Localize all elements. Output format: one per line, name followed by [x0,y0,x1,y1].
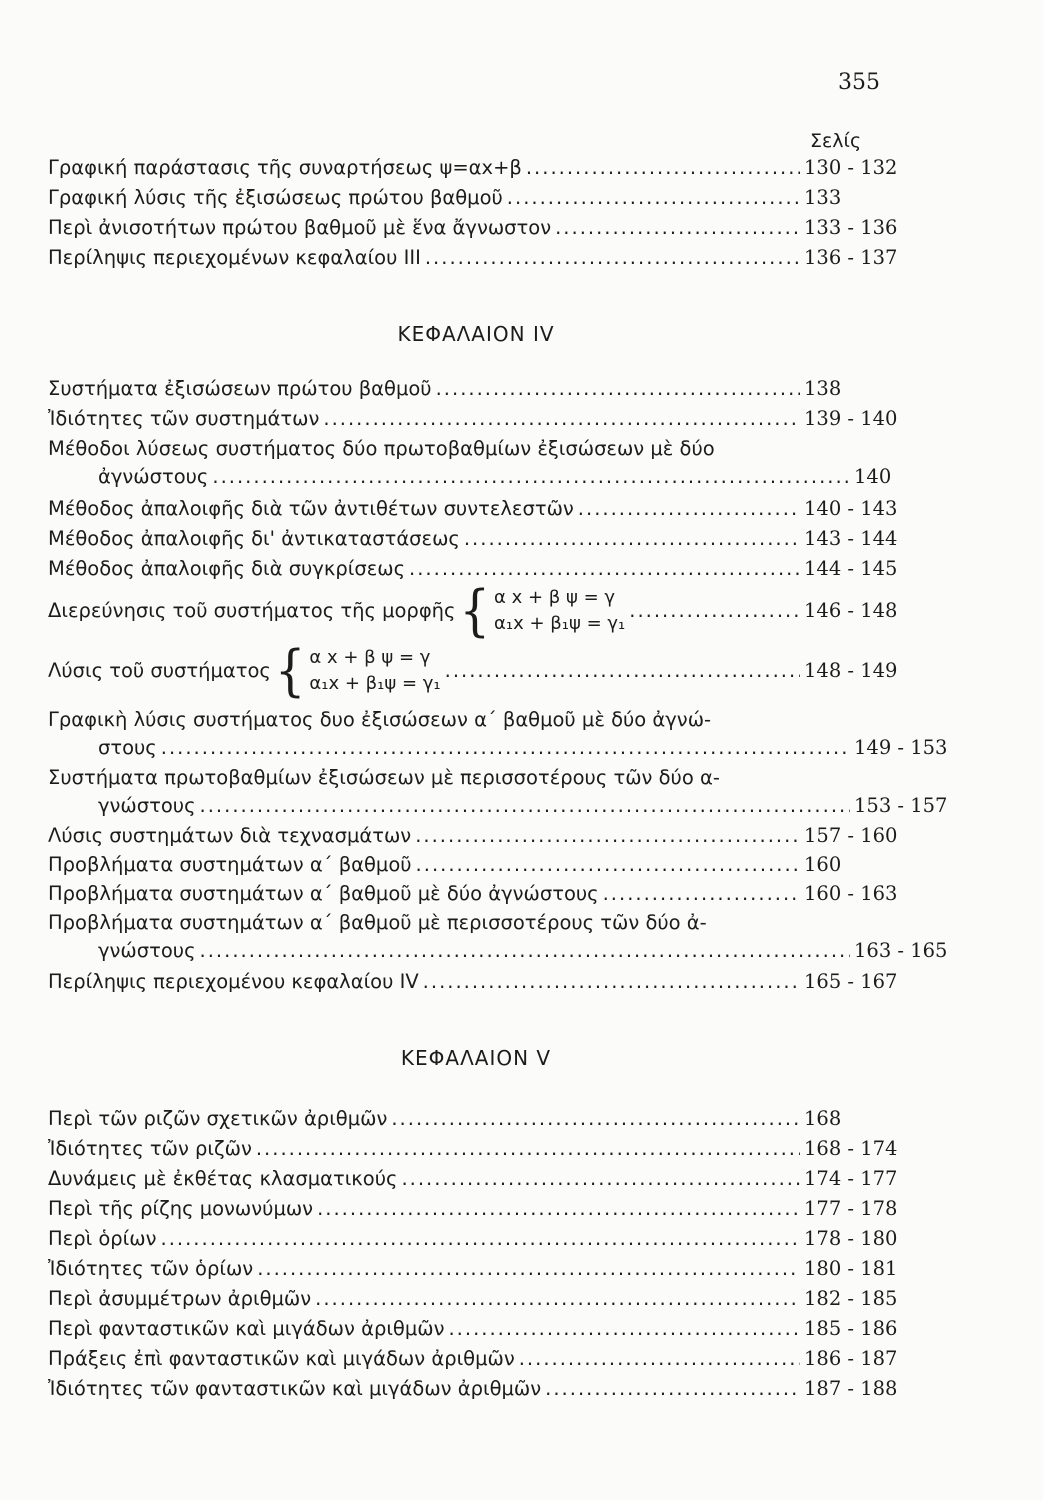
entry-pages: 163 - 165 [854,939,948,962]
entry-pages: 149 - 153 [854,736,948,759]
entry-pages: 136 - 137 [804,246,898,269]
toc-entry [48,405,904,433]
entry-pages: 168 - 174 [804,1137,898,1160]
toc-entry [48,435,904,491]
entry-title: Προβλήματα συστημάτων α΄ βαθμοῦ μὲ περισσοτέρους τῶν δύο ἀ- [48,911,707,934]
entry-pages: 165 - 167 [804,970,898,993]
equation-2: α₁x + β₁ψ = γ₁ [494,613,626,634]
toc-entry [48,1255,904,1283]
entry-pages: 148 - 149 [804,659,898,682]
toc-entry [48,851,904,879]
equation-1: α x + β ψ = γ [309,647,431,668]
entry-pages: 178 - 180 [804,1227,898,1250]
left-brace: { [459,578,491,644]
entry-title: Γραφικὴ λύσις συστήματος δυο ἐξισώσεων α΄ βαθμοῦ μὲ δύο ἀγνώ- [48,708,712,731]
entry-title: Περὶ ὁρίων [48,1227,157,1250]
entry-pages: 160 [804,853,842,876]
entry-pages: 139 - 140 [804,407,898,430]
equation-system [271,638,441,704]
left-brace: { [274,638,306,704]
entry-title: Γραφική παράστασις τῆς συναρτήσεως ψ=αx+β [48,156,522,179]
entry-title: Περίληψις περιεχομένου κεφαλαίου IV [48,970,419,993]
toc-entry [48,214,904,242]
entry-title: Δυνάμεις μὲ ἐκθέτας κλασματικούς [48,1167,398,1190]
toc-entry [48,184,904,212]
entry-title: Μέθοδος ἀπαλοιφῆς διὰ τῶν ἀντιθέτων συντελεστῶν [48,497,574,520]
entry-title: Περίληψις περιεχομένων κεφαλαίου III [48,246,421,269]
entry-title: Ἰδιότητες τῶν συστημάτων [48,407,320,430]
toc-entry [48,1375,904,1403]
entry-title: Ἰδιότητες τῶν ριζῶν [48,1137,252,1160]
entry-title: Πράξεις ἐπὶ φανταστικῶν καὶ μιγάδων ἀριθμῶν [48,1347,515,1370]
entry-pages: 180 - 181 [804,1257,898,1280]
toc-entry [48,1285,904,1313]
toc-entry [48,638,904,704]
entry-continuation: ἀγνώστους [98,465,209,488]
entry-continuation: γνώστους [98,794,196,817]
equation-1: α x + β ψ = γ [494,587,616,608]
entry-title: Λύσις τοῦ συστήματος [48,659,271,682]
entry-title: Λύσις συστημάτων διὰ τεχνασμάτων [48,824,412,847]
entry-title: Συστήματα ἐξισώσεων πρώτου βαθμοῦ [48,377,432,400]
entry-title: Διερεύνησις τοῦ συστήματος τῆς μορφῆς [48,599,456,622]
entry-title: Συστήματα πρωτοβαθμίων ἐξισώσεων μὲ περισσοτέρους τῶν δύο α- [48,766,720,789]
entry-pages: 146 - 148 [804,599,898,622]
toc-entry [48,244,904,272]
entry-pages: 168 [804,1107,842,1130]
entry-continuation: γνώστους [98,939,196,962]
toc-entry [48,880,904,908]
entry-pages: 130 - 132 [804,156,898,179]
toc-entry [48,525,904,553]
chapter-v-heading: ΚΕΦΑΛΑΙΟΝ V [400,1046,552,1070]
toc-entry [48,968,904,996]
entry-pages: 186 - 187 [804,1347,898,1370]
entry-continuation: στους [98,736,157,759]
entry-pages: 144 - 145 [804,557,898,580]
entry-title: Περὶ ἀσυμμέτρων ἀριθμῶν [48,1287,312,1310]
toc-entry [48,706,948,762]
entry-pages: 133 [804,186,842,209]
entry-pages: 133 - 136 [804,216,898,239]
entry-title: Προβλήματα συστημάτων α΄ βαθμοῦ μὲ δύο ἀγνώστους [48,882,599,905]
entry-pages: 157 - 160 [804,824,898,847]
toc-entry [48,1105,904,1133]
toc-entry [48,822,904,850]
entry-pages: 160 - 163 [804,882,898,905]
page-number: 355 [838,70,880,95]
entry-pages: 153 - 157 [854,794,948,817]
toc-entry [48,1195,904,1223]
toc-entry [48,495,904,523]
entry-title: Γραφική λύσις τῆς ἐξισώσεως πρώτου βαθμοῦ [48,186,503,209]
toc-entry [48,1135,904,1163]
entry-pages: 185 - 186 [804,1317,898,1340]
chapter-iv-heading: ΚΕΦΑΛΑΙΟΝ IV [397,322,555,346]
entry-title: Περὶ τῆς ρίζης μονωνύμων [48,1197,314,1220]
toc-entry [48,1225,904,1253]
entry-title: Μέθοδοι λύσεως συστήματος δύο πρωτοβαθμίων ἐξισώσεων μὲ δύο [48,437,715,460]
toc-entry [48,1315,904,1343]
equation-system [455,578,626,644]
entry-pages: 140 - 143 [804,497,898,520]
entry-pages: 187 - 188 [804,1377,898,1400]
entry-title: Προβλήματα συστημάτων α΄ βαθμοῦ [48,853,412,876]
toc-entry [48,909,948,965]
entry-title: Μέθοδος ἀπαλοιφῆς δι' ἀντικαταστάσεως [48,527,460,550]
entry-title: Μέθοδος ἀπαλοιφῆς διὰ συγκρίσεως [48,557,406,580]
equation-2: α₁x + β₁ψ = γ₁ [309,673,441,694]
toc-entry [48,1165,904,1193]
toc-entry [48,154,904,182]
entry-title: Περὶ ἀνισοτήτων πρώτου βαθμοῦ μὲ ἕνα ἄγνωστον [48,216,552,239]
entry-title: Περὶ τῶν ριζῶν σχετικῶν ἀριθμῶν [48,1107,388,1130]
entry-title: Περὶ φανταστικῶν καὶ μιγάδων ἀριθμῶν [48,1317,445,1340]
pages-column-header: Σελίς [810,130,862,152]
entry-pages: 182 - 185 [804,1287,898,1310]
entry-title: Ἰδιότητες τῶν ὁρίων [48,1257,254,1280]
toc-entry [48,375,904,403]
toc-entry [48,1345,904,1373]
entry-pages: 138 [804,377,842,400]
entry-pages: 140 [854,465,892,488]
entry-pages: 174 - 177 [804,1167,898,1190]
toc-entry [48,578,904,644]
entry-pages: 143 - 144 [804,527,898,550]
entry-title: Ἰδιότητες τῶν φανταστικῶν καὶ μιγάδων ἀριθμῶν [48,1377,542,1400]
toc-entry [48,764,948,820]
entry-pages: 177 - 178 [804,1197,898,1220]
